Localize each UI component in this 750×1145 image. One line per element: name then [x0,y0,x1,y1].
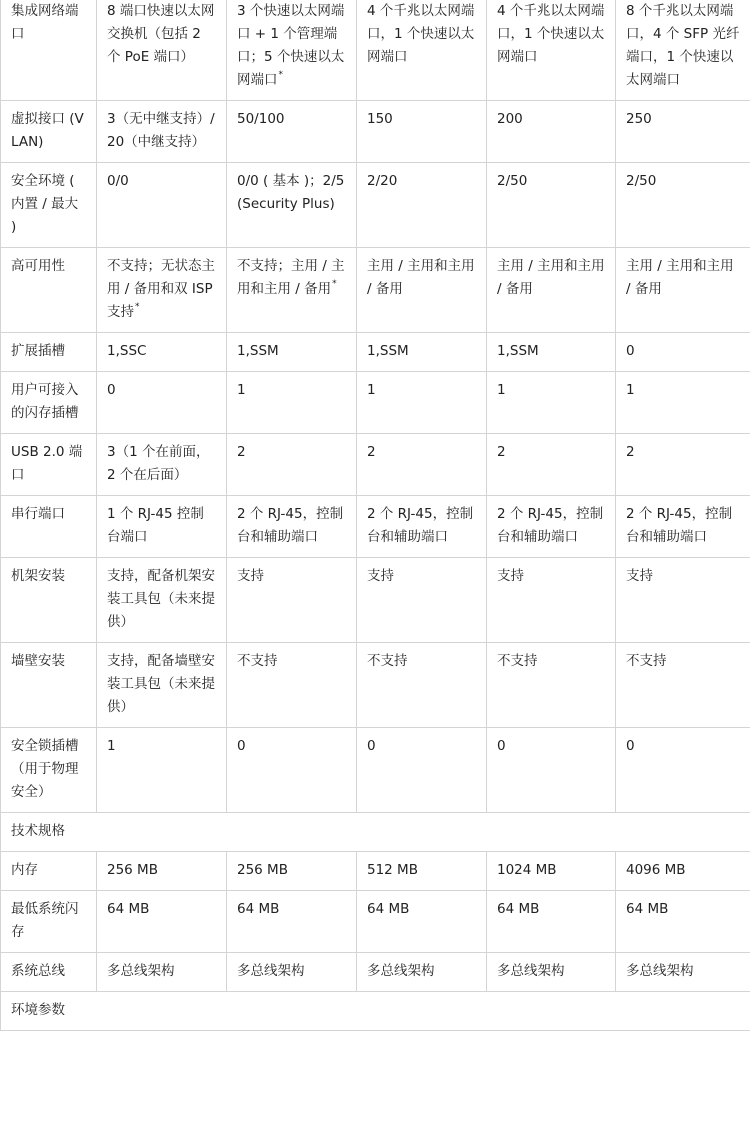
table-row [1,101,750,163]
spec-cell-text: 0 [107,382,116,398]
row-label-text: 墙壁安装 [11,653,65,669]
spec-cell [227,643,357,728]
row-label [1,333,97,372]
spec-cell [227,728,357,813]
spec-cell-text: 不支持；主用 / 主用和主用 / 备用 [237,258,345,297]
spec-cell-text: 0 [626,738,635,754]
spec-cell-text: 0/0 [107,173,129,189]
spec-cell-text: 1 个 RJ-45 控制台端口 [107,506,204,545]
spec-cell [97,101,227,163]
spec-cell [357,891,487,953]
spec-cell-text: 64 MB [367,901,410,917]
spec-cell [616,891,750,953]
spec-cell [616,163,750,248]
spec-cell [357,852,487,891]
table-row [1,163,750,248]
spec-cell [357,163,487,248]
row-label-text: 扩展插槽 [11,343,65,359]
spec-cell-text: 0 [237,738,246,754]
spec-cell [357,101,487,163]
section-tech-specs [1,813,750,852]
row-label [1,852,97,891]
spec-cell [97,643,227,728]
spec-cell [487,248,616,333]
table-row [1,0,750,101]
table-row [1,643,750,728]
footnote-mark: * [278,70,283,80]
spec-cell [227,953,357,992]
spec-cell-text: 不支持 [497,653,538,669]
spec-cell [227,558,357,643]
table-row [1,953,750,992]
row-label-text: 串行端口 [11,506,65,522]
row-label [1,434,97,496]
spec-cell [616,953,750,992]
spec-cell [487,0,616,101]
spec-cell-text: 不支持 [626,653,667,669]
spec-cell-text: 2 个 RJ-45，控制台和辅助端口 [237,506,344,545]
spec-cell-text: 3（无中继支持）/ 20（中继支持） [107,111,215,150]
spec-cell-text: 256 MB [107,862,158,878]
spec-cell [616,852,750,891]
row-label-text: 用户可接入的闪存插槽 [11,382,79,421]
spec-cell-text: 1024 MB [497,862,557,878]
spec-cell-text: 250 [626,111,652,127]
spec-cell-text: 多总线架构 [626,963,694,979]
row-label-text: 高可用性 [11,258,65,274]
spec-cell [227,496,357,558]
spec-cell [227,163,357,248]
spec-cell [616,496,750,558]
table-row [1,248,750,333]
spec-cell-text: 1,SSM [367,343,409,359]
row-label [1,953,97,992]
row-label-text: 最低系统闪存 [11,901,79,940]
spec-cell-text: 8 端口快速以太网交换机（包括 2 个 PoE 端口） [107,3,215,65]
row-label-text: 安全环境 ( 内置 / 最大 ) [11,173,79,235]
spec-cell [616,728,750,813]
spec-cell-text: 1 [367,382,376,398]
footnote-mark: * [332,279,337,289]
row-label-text: 系统总线 [11,963,65,979]
spec-cell [357,558,487,643]
spec-cell [357,953,487,992]
spec-cell-text: 50/100 [237,111,285,127]
spec-cell [487,101,616,163]
spec-cell-text: 64 MB [626,901,669,917]
spec-cell-text: 主用 / 主用和主用 / 备用 [497,258,605,297]
spec-cell-text: 支持 [367,568,394,584]
spec-cell [227,248,357,333]
spec-cell-text: 8 个千兆以太网端口，4 个 SFP 光纤端口，1 个快速以太网端口 [626,3,740,88]
row-label [1,643,97,728]
spec-cell [487,728,616,813]
spec-cell-text: 64 MB [107,901,150,917]
spec-cell-text: 多总线架构 [237,963,305,979]
row-label-text: 机架安装 [11,568,65,584]
spec-cell-text: 多总线架构 [367,963,435,979]
spec-cell [487,372,616,434]
spec-cell-text: 支持 [626,568,653,584]
spec-cell-text: 4096 MB [626,862,686,878]
row-label [1,728,97,813]
spec-cell [616,434,750,496]
section-tech-specs-heading-text: 技术规格 [11,823,65,839]
spec-cell-text: 主用 / 主用和主用 / 备用 [626,258,734,297]
spec-cell [616,0,750,101]
spec-cell-text: 不支持；无状态主用 / 备用和双 ISP 支持 [107,258,215,320]
spec-cell-text: 2/20 [367,173,398,189]
spec-cell-text: 64 MB [497,901,540,917]
spec-cell-text: 支持 [237,568,264,584]
spec-cell [227,333,357,372]
spec-cell [487,643,616,728]
spec-cell-text: 1 [626,382,635,398]
spec-cell [487,496,616,558]
spec-cell-text: 1,SSM [237,343,279,359]
table-row [1,496,750,558]
spec-cell [97,434,227,496]
spec-cell [357,333,487,372]
table-row [1,728,750,813]
spec-cell [97,248,227,333]
row-label [1,558,97,643]
section-environment-heading [1,992,750,1031]
spec-cell [616,333,750,372]
spec-cell [97,333,227,372]
row-label-text: 集成网络端口 [11,3,79,42]
spec-cell [97,953,227,992]
spec-cell-text: 2 [497,444,506,460]
spec-cell-text: 2 个 RJ-45，控制台和辅助端口 [626,506,733,545]
spec-cell [97,496,227,558]
spec-cell [97,0,227,101]
spec-cell-text: 不支持 [237,653,278,669]
spec-cell [97,891,227,953]
row-label [1,372,97,434]
spec-cell-text: 4 个千兆以太网端口，1 个快速以太网端口 [367,3,475,65]
spec-cell-text: 256 MB [237,862,288,878]
spec-cell [227,434,357,496]
spec-cell-text: 多总线架构 [497,963,565,979]
spec-cell [487,852,616,891]
spec-cell [487,558,616,643]
spec-cell-text: 512 MB [367,862,418,878]
spec-cell [97,558,227,643]
spec-cell [616,372,750,434]
spec-cell [357,496,487,558]
spec-cell-text: 2 个 RJ-45，控制台和辅助端口 [367,506,474,545]
table-row [1,434,750,496]
spec-cell-text: 2 [237,444,246,460]
row-label-text: 内存 [11,862,38,878]
spec-cell-text: 主用 / 主用和主用 / 备用 [367,258,475,297]
spec-cell-text: 0 [626,343,635,359]
row-label-text: USB 2.0 端口 [11,444,83,483]
spec-cell-text: 4 个千兆以太网端口，1 个快速以太网端口 [497,3,605,65]
spec-cell-text: 2/50 [497,173,528,189]
row-label [1,163,97,248]
table-row [1,558,750,643]
spec-cell [97,163,227,248]
spec-cell-text: 150 [367,111,393,127]
spec-cell [487,434,616,496]
footnote-mark: * [135,302,140,312]
spec-cell [616,558,750,643]
spec-cell-text: 支持 [497,568,524,584]
spec-table-body [1,0,750,1031]
row-label [1,496,97,558]
row-label-text: 虚拟接口 (VLAN) [11,111,84,150]
spec-cell [227,891,357,953]
spec-cell [97,852,227,891]
spec-cell-text: 多总线架构 [107,963,175,979]
spec-cell-text: 1,SSC [107,343,147,359]
row-label [1,101,97,163]
spec-cell [487,891,616,953]
spec-cell [357,643,487,728]
spec-cell-text: 1 [237,382,246,398]
row-label [1,0,97,101]
spec-cell-text: 不支持 [367,653,408,669]
spec-cell [616,101,750,163]
spec-cell-text: 1 [107,738,116,754]
section-tech-specs-heading [1,813,750,852]
table-row [1,891,750,953]
spec-cell [616,248,750,333]
spec-cell [357,728,487,813]
spec-cell-text: 0 [497,738,506,754]
spec-cell-text: 3（1 个在前面，2 个在后面） [107,444,210,483]
spec-cell-text: 64 MB [237,901,280,917]
table-row [1,333,750,372]
spec-cell-text: 3 个快速以太网端口 + 1 个管理端口；5 个快速以太网端口 [237,3,345,88]
spec-cell [227,852,357,891]
spec-cell [227,101,357,163]
section-environment-heading-text: 环境参数 [11,1002,65,1018]
spec-cell [487,163,616,248]
spec-cell [487,333,616,372]
spec-cell-text: 1 [497,382,506,398]
spec-cell [487,953,616,992]
spec-cell-text: 2 [367,444,376,460]
spec-cell-text: 2/50 [626,173,657,189]
spec-cell [97,372,227,434]
section-environment [1,992,750,1031]
spec-cell [616,643,750,728]
spec-cell-text: 200 [497,111,523,127]
spec-cell-text: 1,SSM [497,343,539,359]
spec-cell [357,0,487,101]
spec-cell-text: 支持，配备机架安装工具包（未来提供） [107,568,215,630]
row-label [1,891,97,953]
spec-cell-text: 2 个 RJ-45，控制台和辅助端口 [497,506,604,545]
spec-cell-text: 2 [626,444,635,460]
row-label-text: 安全锁插槽（用于物理安全） [11,738,79,800]
spec-cell-text: 0/0 ( 基本 )；2/5 (Security Plus) [237,173,345,212]
spec-cell-text: 0 [367,738,376,754]
spec-cell [357,372,487,434]
spec-cell [97,728,227,813]
spec-cell-text: 支持，配备墙壁安装工具包（未来提供） [107,653,215,715]
spec-cell [357,248,487,333]
spec-cell [227,0,357,101]
row-label [1,248,97,333]
table-row [1,852,750,891]
spec-cell [227,372,357,434]
spec-cell [357,434,487,496]
table-row [1,372,750,434]
